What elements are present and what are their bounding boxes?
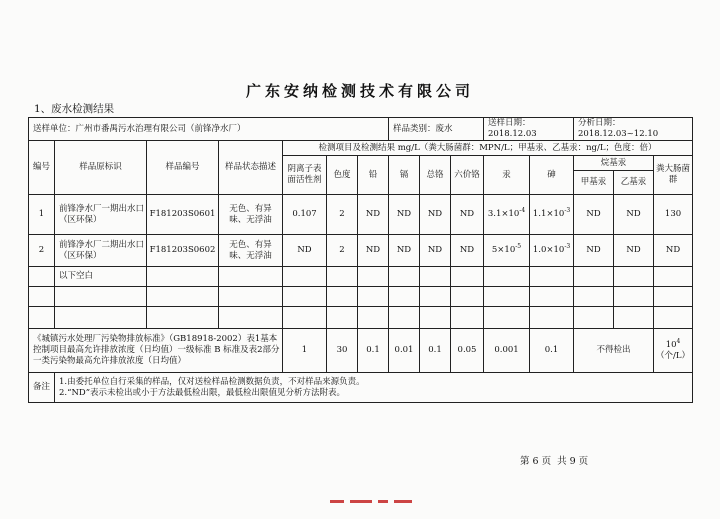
as-exponent: -3: [564, 207, 571, 215]
row-methylmercury: ND: [574, 235, 614, 267]
sample-type-cell: 样品类别：废水: [389, 118, 484, 141]
page-total: 共 9 页: [557, 456, 589, 467]
remarks-content: [55, 373, 693, 403]
row-cr6: ND: [451, 235, 484, 267]
row-color: 2: [327, 235, 358, 267]
row-state: 无色、有异味、无浮油: [219, 235, 283, 267]
info-row: [29, 118, 693, 141]
client-cell: 送样单位：广州市番禺污水治理有限公司（前锋净水厂）: [29, 118, 389, 141]
standard-hg: 0.001: [484, 329, 530, 373]
remarks-label: 备注: [29, 373, 55, 403]
page-number: [520, 453, 594, 467]
standard-description: 《城镇污水处理厂污染物排放标准》（GB18918-2002）表1基本控制项目最高允许排放浓度（日均值）一级标准 B 标准及表2部分一类污染物最高允许排放浓度（日均值）: [29, 329, 283, 373]
row-hg: [484, 195, 530, 235]
row-sample-no: F181203S0601: [147, 195, 219, 235]
hg-base: 3.1×10: [487, 209, 520, 219]
remarks-row: [29, 373, 693, 403]
header-hg: 汞: [484, 156, 530, 195]
row-cr6: ND: [451, 195, 484, 235]
page-current: 第 6 页: [520, 456, 552, 467]
header-cr-total: 总铬: [420, 156, 451, 195]
standard-as: 0.1: [530, 329, 574, 373]
header-anionic: 阴离子表面活性剂: [283, 156, 327, 195]
standard-cd: 0.01: [389, 329, 420, 373]
row-sample-no: F181203S0602: [147, 235, 219, 267]
row-cr-total: ND: [420, 235, 451, 267]
header-methylmercury: 甲基汞: [574, 171, 614, 195]
row-anionic: ND: [283, 235, 327, 267]
row-coliform: ND: [654, 235, 693, 267]
header-coliform: 粪大肠菌群: [654, 156, 693, 195]
row-cd: ND: [389, 195, 420, 235]
row-color: 2: [327, 195, 358, 235]
standard-anionic: 1: [283, 329, 327, 373]
header-cd: 镉: [389, 156, 420, 195]
standard-coliform: [654, 329, 693, 373]
coliform-exponent: 4: [676, 337, 681, 345]
hg-base: 5×10: [491, 245, 516, 255]
standard-color: 30: [327, 329, 358, 373]
standard-alkylmercury: 不得检出: [574, 329, 654, 373]
row-origin: 前锋净水厂二期出水口（区环保）: [55, 235, 147, 267]
standard-row: [29, 329, 693, 373]
row-ethylmercury: ND: [614, 235, 654, 267]
row-coliform: 130: [654, 195, 693, 235]
coliform-base: 10: [665, 339, 677, 350]
row-as: [530, 195, 574, 235]
as-exponent: -3: [564, 243, 571, 251]
footer-stamp-mark: [330, 500, 440, 506]
company-title: 广东安纳检测技术有限公司: [245, 82, 474, 100]
header-state: 样品状态描述: [219, 141, 283, 195]
header-row-1: [29, 141, 693, 156]
header-pb: 铅: [358, 156, 389, 195]
header-color: 色度: [327, 156, 358, 195]
table-row-blank-note: [29, 267, 693, 287]
header-origin: 样品原标识: [55, 141, 147, 195]
standard-cr-total: 0.1: [420, 329, 451, 373]
standard-pb: 0.1: [358, 329, 389, 373]
blank-note: 以下空白: [55, 267, 147, 287]
row-state: 无色、有异味、无浮油: [219, 195, 283, 235]
header-ethylmercury: 乙基汞: [614, 171, 654, 195]
hg-exponent: -4: [519, 207, 526, 215]
as-base: 1.0×10: [532, 245, 565, 255]
table-row: [29, 235, 693, 267]
row-anionic: 0.107: [283, 195, 327, 235]
results-table-container: [28, 117, 692, 403]
analysis-date-cell: 分析日期：2018.12.03~12.10: [574, 118, 693, 141]
header-alkylmercury: 烷基汞: [574, 156, 654, 171]
send-date-cell: 送样日期：2018.12.03: [484, 118, 574, 141]
row-no: 1: [29, 195, 55, 235]
row-pb: ND: [358, 235, 389, 267]
results-table: [28, 117, 693, 403]
row-methylmercury: ND: [574, 195, 614, 235]
remark-line-1: 1.由委托单位自行采集的样品，仅对送检样品检测数据负责，不对样品来源负责。: [59, 376, 365, 387]
as-base: 1.1×10: [532, 209, 565, 219]
header-sample-no: 样品编号: [147, 141, 219, 195]
row-hg: [484, 235, 530, 267]
row-ethylmercury: ND: [614, 195, 654, 235]
header-no: 编号: [29, 141, 55, 195]
hg-exponent: -5: [515, 243, 522, 251]
row-cr-total: ND: [420, 195, 451, 235]
row-pb: ND: [358, 195, 389, 235]
section-heading: 1、废水检测结果: [34, 103, 115, 115]
coliform-unit: （个/L）: [656, 350, 691, 361]
remark-line-2: 2.“ND”表示未检出或小于方法最低检出限，最低检出限值见分析方法附表。: [59, 387, 346, 398]
header-cr6: 六价铬: [451, 156, 484, 195]
header-as: 砷: [530, 156, 574, 195]
row-origin: 前锋净水厂一期出水口（区环保）: [55, 195, 147, 235]
table-row-empty: [29, 287, 693, 307]
row-cd: ND: [389, 235, 420, 267]
standard-cr6: 0.05: [451, 329, 484, 373]
row-no: 2: [29, 235, 55, 267]
table-row-empty: [29, 307, 693, 329]
row-as: [530, 235, 574, 267]
table-row: [29, 195, 693, 235]
header-items-group: 检测项目及检测结果 mg/L（粪大肠菌群：MPN/L；甲基汞、乙基汞：ng/L；色度：倍）: [283, 141, 693, 156]
